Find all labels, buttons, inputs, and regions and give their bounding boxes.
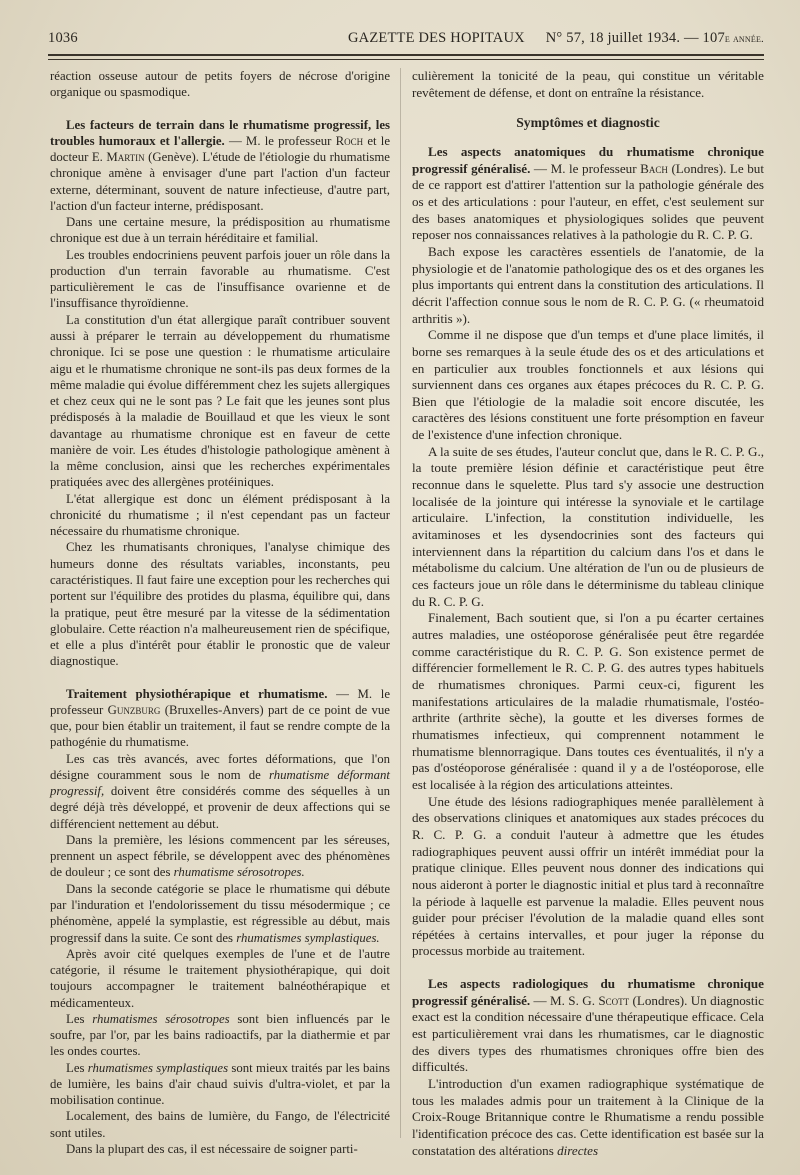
paragraph [50, 881, 390, 946]
paragraph [50, 751, 390, 832]
page-header [48, 30, 764, 54]
text-run: Les [66, 1060, 88, 1075]
paragraph: Dans une certaine mesure, la prédisposition au rhumatisme chronique est due à un terrain héréditaire et familial. [50, 215, 390, 246]
italic-term: directes [557, 1142, 599, 1158]
author-name: Scott [598, 992, 630, 1008]
paragraph [50, 832, 390, 881]
article-bach [412, 144, 764, 244]
article-gunzburg [50, 686, 390, 751]
article-title: Les aspects anatomiques du rhumatisme chronique progressif généralisé. [412, 143, 764, 176]
paragraph [50, 1011, 390, 1060]
paragraph: Dans la plupart des cas, il est nécessaire de soigner parti- [66, 1142, 358, 1156]
issue-date: N° 57, 18 juillet 1934. — 107 [545, 30, 725, 46]
header-rule-thin [48, 59, 764, 60]
italic-term: rhumatisme sérosotropes. [173, 865, 305, 880]
author-name: Martin [106, 150, 145, 165]
text-run: Les [66, 1011, 93, 1026]
article-text: (Londres). Un diagnostic exact est la condition nécessaire d'une thérapeutique efficace. Cela est particulièrement vrai dans les rhumatismes, car le diagnostic des divers types des rhumatismes chroniques offre bien des difficultés. [412, 992, 764, 1075]
article-scott [412, 976, 764, 1076]
text-run: doivent être considérés comme des séquelles à un degré déjà très développé, et provenir de deux affections qui se différencient nettement au début. [50, 784, 390, 831]
author-name: Gunzburg [107, 702, 161, 717]
paragraph: Chez les rhumatisants chroniques, l'analyse chimique des humeurs donne des résultats variables, inconstants, peu caractéristiques. Il faut faire une exception pour les recherches qui portent sur l'équilibre des protides du plasma, équilibre qui, dans la pratique, peut être mesuré par la vitesse de la sédimentation globulaire. Cette réaction n'a malheureusement rien de spécifique, et elle a plus d'intérêt pour établir le pronostic que de valeur diagnostique. [50, 540, 390, 669]
paragraph: Les troubles endocriniens peuvent parfois jouer un rôle dans la production d'un terrain favorable au rhumatisme. C'est particulièrement le cas de l'insuffisance ovarienne et de l'insuffisance thyroïdienne. [50, 247, 390, 311]
italic-term: rhumatismes sérosotropes [92, 1011, 230, 1026]
article-byline: et le docteur E. [50, 133, 391, 165]
italic-term: rhumatisme déformant progressif, [50, 767, 390, 799]
left-column [50, 68, 390, 1157]
article-byline: — M. S. G. [530, 992, 599, 1008]
italic-term: rhumatismes symplastiques [87, 1060, 229, 1075]
header-rule-thick [48, 54, 764, 56]
paragraph: Bach expose les caractères essentiels de l'anatomie, de la physiologie et de l'anatomie pathologique des os et des organes les plus importants qui entrent dans la constitution des articulations. Il décrit l'affection connue sous le nom de R. C. P. G. (« rheumatoid arthritis »). [412, 243, 764, 326]
text-run: sont mieux traités par les bains de lumière, les bains d'air chaud suivis d'ultra-violet, et par la mobilisation continue. [50, 1060, 390, 1108]
column-divider [400, 68, 401, 1138]
article-text: (Genève). L'étude de l'étiologie du rhumatisme chronique amène à envisager d'une part l'action d'un facteur externe, déterminant, souvent de nature infectieuse, d'autre part, l'action d'un facteur interne, prédisposant. [50, 150, 390, 213]
paragraph: Finalement, Bach soutient que, si l'on a pu écarter certaines autres maladies, une ostéoporose généralisée peut être regardée comme caractéristique du R. C. P. G. Son existence permet de différencier formellement le R. C. P. G. des autres types habituels de rhumatismes chroniques. Parmi ceux-ci, figurent les manifestations articulaires de la maladie rhumatismale, l'ostéo-arthrite (arthrite sèche), la goutte et les diverses formes de rhumatismes infectieux, qui comprennent notamment le rhumatisme blennorragique. Dans toutes ces éventualités, il n'y a pas d'ostéoporose généralisée : quand il y a de l'ostéoporose, elle est localisée à la région des articulations atteintes. [412, 610, 764, 792]
text-run: Dans la première, les lésions commencent par les séreuses, prennent un aspect fébrile, se développent avec des phénomènes de douleur ; ce sont des [50, 832, 390, 880]
paragraph: culièrement la tonicité de la peau, qui constitue un véritable revêtement de défense, et dont on entraîne la résistance. [412, 68, 764, 100]
issue-info [546, 30, 764, 47]
paragraph: Une étude des lésions radiographiques menée parallèlement à des observations cliniques et anatomiques aux stades précoces du R. C. P. G. a conduit l'auteur à admettre que les études radiographiques peuvent aussi offrir un intérêt immédiat pour la pratique clinique. Elles peuvent nous donner des indications qui nous aideront à porter le diagnostic initial et plus tard à reconnaître la période à laquelle est parvenue la maladie. Elles peuvent nous guider pour préciser l'évolution de la maladie quand elles sont répétées à certains intervalles, et pour juger la réponse du processus morbide au traitement. [412, 793, 764, 959]
paragraph: L'état allergique est donc un élément prédisposant à la chronicité du rhumatisme ; il n'est cependant pas un facteur nécessaire du rhumatisme chronique. [50, 491, 390, 539]
article-byline: — M. le professeur [224, 133, 336, 148]
article-byline: — M. le professeur [50, 686, 390, 717]
author-name: Roch [335, 133, 364, 148]
paragraph [50, 1060, 390, 1109]
article-byline: — M. le professeur [530, 160, 641, 176]
article-title: Les facteurs de terrain dans le rhumatisme progressif, les troubles humoraux et l'allergie. [50, 117, 390, 148]
paragraph: Après avoir cité quelques exemples de l'une et de l'autre catégorie, il résume le traitement physiothérapique, qui doit toujours accompagner le traitement balnéothérapique et médicamenteux. [50, 946, 390, 1010]
paragraph [412, 1076, 764, 1159]
section-heading: Symptômes et diagnostic [516, 115, 660, 131]
article-title: Traitement physiothérapique et rhumatisme. [66, 686, 328, 701]
article-text: (Bruxelles-Anvers) part de ce point de vue que, pour bien établir un traitement, il faut se rendre compte de la pathogénie du rhumatisme. [50, 702, 390, 750]
paragraph: La constitution d'un état allergique paraît contribuer souvent aussi à préparer le terrain au développement du rhumatisme chronique. Ici se pose une question : le rhumatisme articulaire aigu et le rhumatisme chronique ne sont-ils pas deux formes de la même maladie qui évolue différemment chez les sujets allergiques et chez ceux qui ne le sont pas ? Le fait que les jeunes sont plus prédisposés à la maladie de Bouillaud et que les vieux le sont davantage au rhumatisme chronique est en faveur de cette manière de voir. Les études d'histologie pathologique amènent à la même conclusion, ainsi que les recherches expérimentales pratiquées avec des allergènes protéiniques. [50, 312, 390, 490]
paragraph: réaction osseuse autour de petits foyers de nécrose d'origine organique ou spasmodique. [50, 69, 390, 100]
paragraph: Comme il ne dispose que d'un temps et d'une place limités, il borne ses remarques à la seule étude des os et des articulations et en particulier aux troubles fonctionnels et aux lésions qui surviennent dans ces organes aux étapes précoces du R. C. P. G. Bien que l'étiologie de la maladie soit encore discutée, les caractères des lésions constituent une forte présomption en faveur de l'existence d'une infection chronique. [412, 327, 764, 443]
issue-year-suffix: e année. [724, 33, 764, 45]
paragraph: Localement, des bains de lumière, du Fango, de l'électricité sont utiles. [50, 1109, 390, 1140]
journal-title: GAZETTE DES HOPITAUX [348, 30, 525, 46]
author-name: Bach [640, 160, 668, 176]
article-text: (Londres). Le but de ce rapport est d'attirer l'attention sur la pathologie générale des os et des articulations : pour l'auteur, en effet, c'est seulement sur des bases anatomiques et physiologiques solides que peuvent reposer nos connaissances relatives à la pathologie du R. C. P. G. [412, 160, 764, 243]
text-run: Les cas très avancés, avec fortes déformations, que l'on désigne couramment sous le nom de [50, 751, 390, 782]
text-run: sont bien influencés par le soufre, par l'or, par les bains radioactifs, par la diathermie et par les ondes courtes. [50, 1011, 390, 1059]
italic-term: rhumatismes symplastiques. [236, 930, 380, 945]
text-run: Dans la seconde catégorie se place le rhumatisme qui débute par l'induration et l'endolorissement du tissu mésodermique ; ce phénomène, appelé la symplastie, est régressible au début, mais progressif dans la suite. Ce sont des [50, 881, 390, 945]
right-column [412, 68, 764, 1159]
text-run: L'introduction d'un examen radiographique systématique de tous les malades admis pour un traitement à la Clinique de la Croix-Rouge Britannique contre le Rhumatisme a rendu possible l'identification précoce des cas. Cette identification est basée sur la constatation des altérations [412, 1076, 764, 1158]
article-title: Les aspects radiologiques du rhumatisme chronique progressif généralisé. [412, 976, 764, 1008]
paragraph: A la suite de ses études, l'auteur conclut que, dans le R. C. P. G., la toute première lésion définie et caractéristique peut être reconnue dans le squelette. Plus tard s'y associe une destruction localisée de la jointure qui intéresse la synoviale et le cartilage articulaire. L'infection, la constitution individuelle, les avitaminoses et les dysendocrinies sont des facteurs qui interviennent dans la répartition du calcium dans l'os et dans le métabolisme du calcium. Une altération de l'un ou de plusieurs de ces facteurs joue un rôle dans le déterminisme du tableau clinique du R. C. P. G. [412, 443, 764, 609]
page-number: 1036 [48, 30, 78, 46]
article-roch-martin [50, 117, 390, 215]
